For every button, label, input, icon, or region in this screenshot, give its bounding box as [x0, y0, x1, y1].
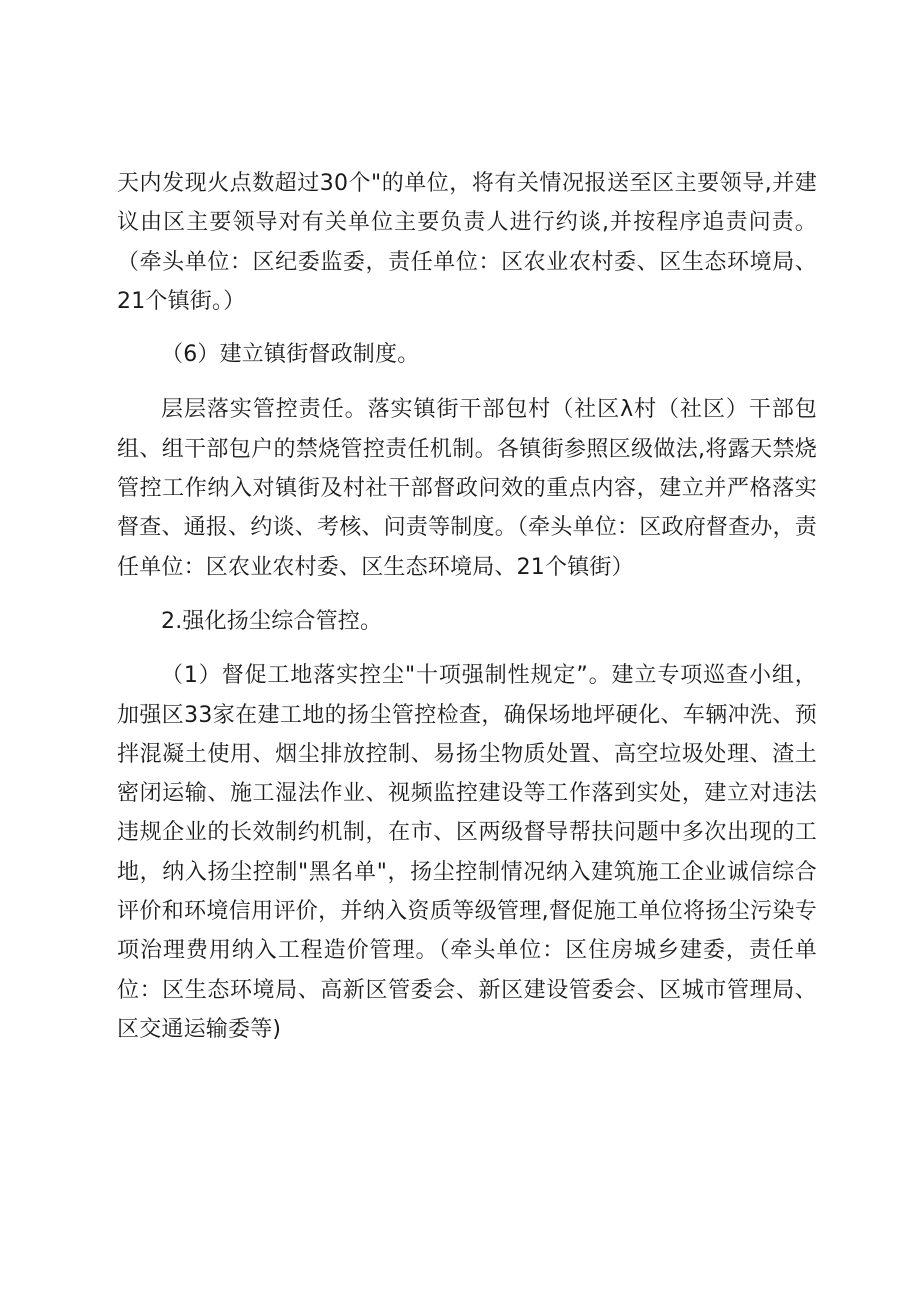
paragraph-control-responsibility: 层层落实管控责任。落实镇街干部包村（社区λ村（社区）干部包组、组干部包户的禁烧管控责任机制。各镇街参照区级做法,将露天禁烧管控工作纳入对镇街及村社干部督政问效的重点内容，建立并严格落实督查、通报、约谈、考核、问责等制度。（牵头单位：区政府督查办，责任单位：区农业农村委、区生态环境局、21个镇街）	[117, 397, 817, 580]
heading-dust-control: 2.强化扬尘综合管控。	[161, 608, 383, 634]
document-body	[117, 164, 817, 1049]
paragraph-fire-points-continuation: 天内发现火点数超过30个"的单位，将有关情况报送至区主要领导,并建议由区主要领导对有关单位主要负责人进行约谈,并按程序追责问责。（牵头单位：区纪委监委，责任单位：区农业农村委、区生态环境局、21个镇街。）	[117, 171, 817, 314]
paragraph-construction-dust-rules: （1）督促工地落实控尘"十项强制性规定”。建立专项巡查小组，加强区33家在建工地的扬尘管控检查，确保场地坪硬化、车辆冲洗、预拌混凝土使用、烟尘排放控制、易扬尘物质处置、高空垃圾处理、渣土密闭运输、施工湿法作业、视频监控建设等工作落到实处，建立对违法违规企业的长效制约机制，在市、区两级督导帮扶问题中多次出现的工地，纳入扬尘控制"黑名单"，扬尘控制情况纳入建筑施工企业诚信综合评价和环境信用评价，并纳入资质等级管理,督促施工单位将扬尘污染专项治理费用纳入工程造价管理。（牵头单位：区住房城乡建委，责任单位：区生态环境局、高新区管委会、新区建设管委会、区城市管理局、区交通运输委等)	[117, 663, 818, 1042]
heading-town-supervision-system: （6）建立镇街督政制度。	[161, 342, 420, 368]
